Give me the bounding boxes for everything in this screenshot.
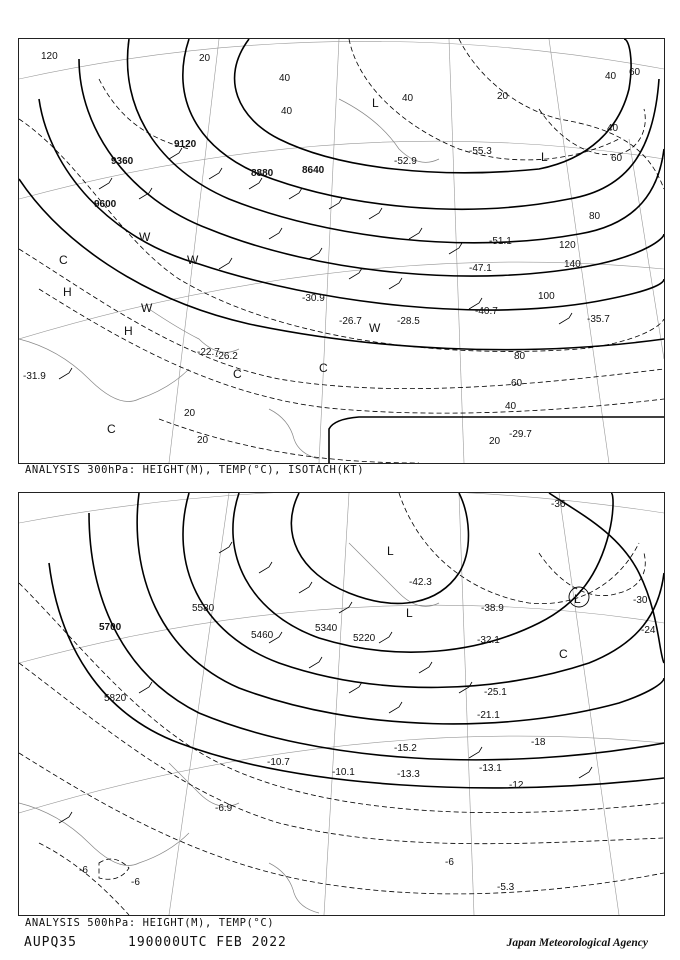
high-symbol: H — [124, 324, 133, 338]
temp-contour-label: -12 — [509, 780, 524, 791]
station-temp: -28.5 — [397, 316, 420, 327]
height-label-9120: 9120 — [174, 139, 197, 150]
map-300hpa — [19, 39, 664, 463]
warm-symbol: W — [187, 253, 199, 267]
station-temp: -6.9 — [215, 803, 233, 814]
station-temp: -5.3 — [497, 882, 515, 893]
height-label-8640: 8640 — [302, 165, 325, 176]
temp-contour-label: -36 — [551, 499, 566, 510]
station-temp: -52.9 — [394, 156, 417, 167]
station-temp: -55.3 — [469, 146, 492, 157]
station-temp: -32.1 — [477, 635, 500, 646]
isotach-label: 140 — [564, 259, 581, 270]
temp-contour-label: -6 — [445, 857, 454, 868]
station-temp: -26.2 — [215, 351, 238, 362]
valid-time: 190000UTC FEB 2022 — [128, 935, 287, 950]
low-symbol: L — [574, 592, 581, 606]
station-temp: -15.2 — [394, 743, 417, 754]
isotach-label: 40 — [281, 106, 293, 117]
temp-contour-label: -30 — [633, 595, 648, 606]
agency-name: Japan Meteorological Agency — [506, 937, 648, 949]
warm-symbol: W — [141, 301, 153, 315]
station-temp: -42.3 — [409, 577, 432, 588]
height-label-5580: 5580 — [192, 603, 215, 614]
high-symbol: H — [63, 285, 72, 299]
graticule — [19, 39, 664, 463]
cold-symbol: C — [319, 361, 328, 375]
caption-300hpa: ANALYSIS 300hPa: HEIGHT(M), TEMP(°C), ISOTACH(KT) — [25, 464, 365, 476]
warm-symbol: W — [369, 321, 381, 335]
wind-barbs — [59, 148, 572, 379]
station-temp: -51.1 — [489, 236, 512, 247]
station-temps — [215, 577, 515, 893]
isotach-label: 120 — [559, 240, 576, 251]
height-label-5220: 5220 — [353, 633, 376, 644]
height-label-5460: 5460 — [251, 630, 274, 641]
caption-500hpa: ANALYSIS 500hPa: HEIGHT(M), TEMP(°C) — [25, 917, 275, 929]
height-label-5700: 5700 — [99, 622, 122, 633]
cold-symbol: C — [107, 422, 116, 436]
isotach-label: 100 — [538, 291, 555, 302]
isotach-label: 20 — [197, 435, 209, 446]
station-temp: -29.7 — [509, 429, 532, 440]
coastlines — [19, 99, 439, 459]
isotach-label: 120 — [41, 51, 58, 62]
cold-symbol: C — [559, 647, 568, 661]
low-symbol: L — [372, 96, 379, 110]
station-temp: -35.7 — [587, 314, 610, 325]
isotach-label: 20 — [199, 53, 211, 64]
temp-contour-label: -6 — [131, 877, 140, 888]
chart-500hpa — [18, 492, 665, 916]
height-label-9600: 9600 — [94, 199, 117, 210]
low-symbol: L — [541, 150, 548, 164]
cold-symbol: C — [233, 367, 242, 381]
station-temp: -10.1 — [332, 767, 355, 778]
isotach-label: 40 — [607, 123, 619, 134]
station-temp: -25.1 — [484, 687, 507, 698]
height-label-8880: 8880 — [251, 168, 274, 179]
isotach-labels — [41, 51, 641, 447]
station-temp: -13.3 — [397, 769, 420, 780]
cold-symbol: C — [59, 253, 68, 267]
station-temp: -21.1 — [477, 710, 500, 721]
height-contours — [19, 39, 664, 463]
isotach-label: 60 — [611, 153, 623, 164]
isotach-label: 40 — [505, 401, 517, 412]
low-symbol: L — [406, 606, 413, 620]
isotach-label: 40 — [279, 73, 291, 84]
height-label-9360: 9360 — [111, 156, 134, 167]
temp-contour-label: -18 — [531, 737, 546, 748]
isotach-label: 80 — [514, 351, 526, 362]
station-temp: -22.7 — [197, 347, 220, 358]
warm-symbol: W — [139, 230, 151, 244]
map-500hpa — [19, 493, 664, 915]
isotach-label: 20 — [184, 408, 196, 419]
station-temp: -31.9 — [23, 371, 46, 382]
station-temp: -10.7 — [267, 757, 290, 768]
height-label-5820: 5820 — [104, 693, 127, 704]
station-temps — [23, 146, 610, 440]
isotach-label: 20 — [497, 91, 509, 102]
height-label-5340: 5340 — [315, 623, 338, 634]
temp-contour-labels — [79, 499, 656, 888]
low-symbol: L — [387, 544, 394, 558]
station-temp: -40.7 — [475, 306, 498, 317]
coastlines — [19, 543, 439, 913]
station-temp: -26.7 — [339, 316, 362, 327]
chart-300hpa — [18, 38, 665, 464]
isotach-label: 60 — [629, 67, 641, 78]
temp-contour-label: -24 — [641, 625, 656, 636]
station-temp: -38.9 — [481, 603, 504, 614]
chart-code: AUPQ35 — [24, 935, 77, 950]
isotach-label: 40 — [402, 93, 414, 104]
isotach-label: 80 — [589, 211, 601, 222]
station-temp: -13.1 — [479, 763, 502, 774]
isotach-label: 40 — [605, 71, 617, 82]
station-temp: -30.9 — [302, 293, 325, 304]
isotach-label: 20 — [489, 436, 501, 447]
temp-contour-label: -6 — [79, 865, 88, 876]
isotach-contours — [19, 39, 664, 463]
isotach-label: 60 — [511, 378, 523, 389]
station-temp: -47.1 — [469, 263, 492, 274]
